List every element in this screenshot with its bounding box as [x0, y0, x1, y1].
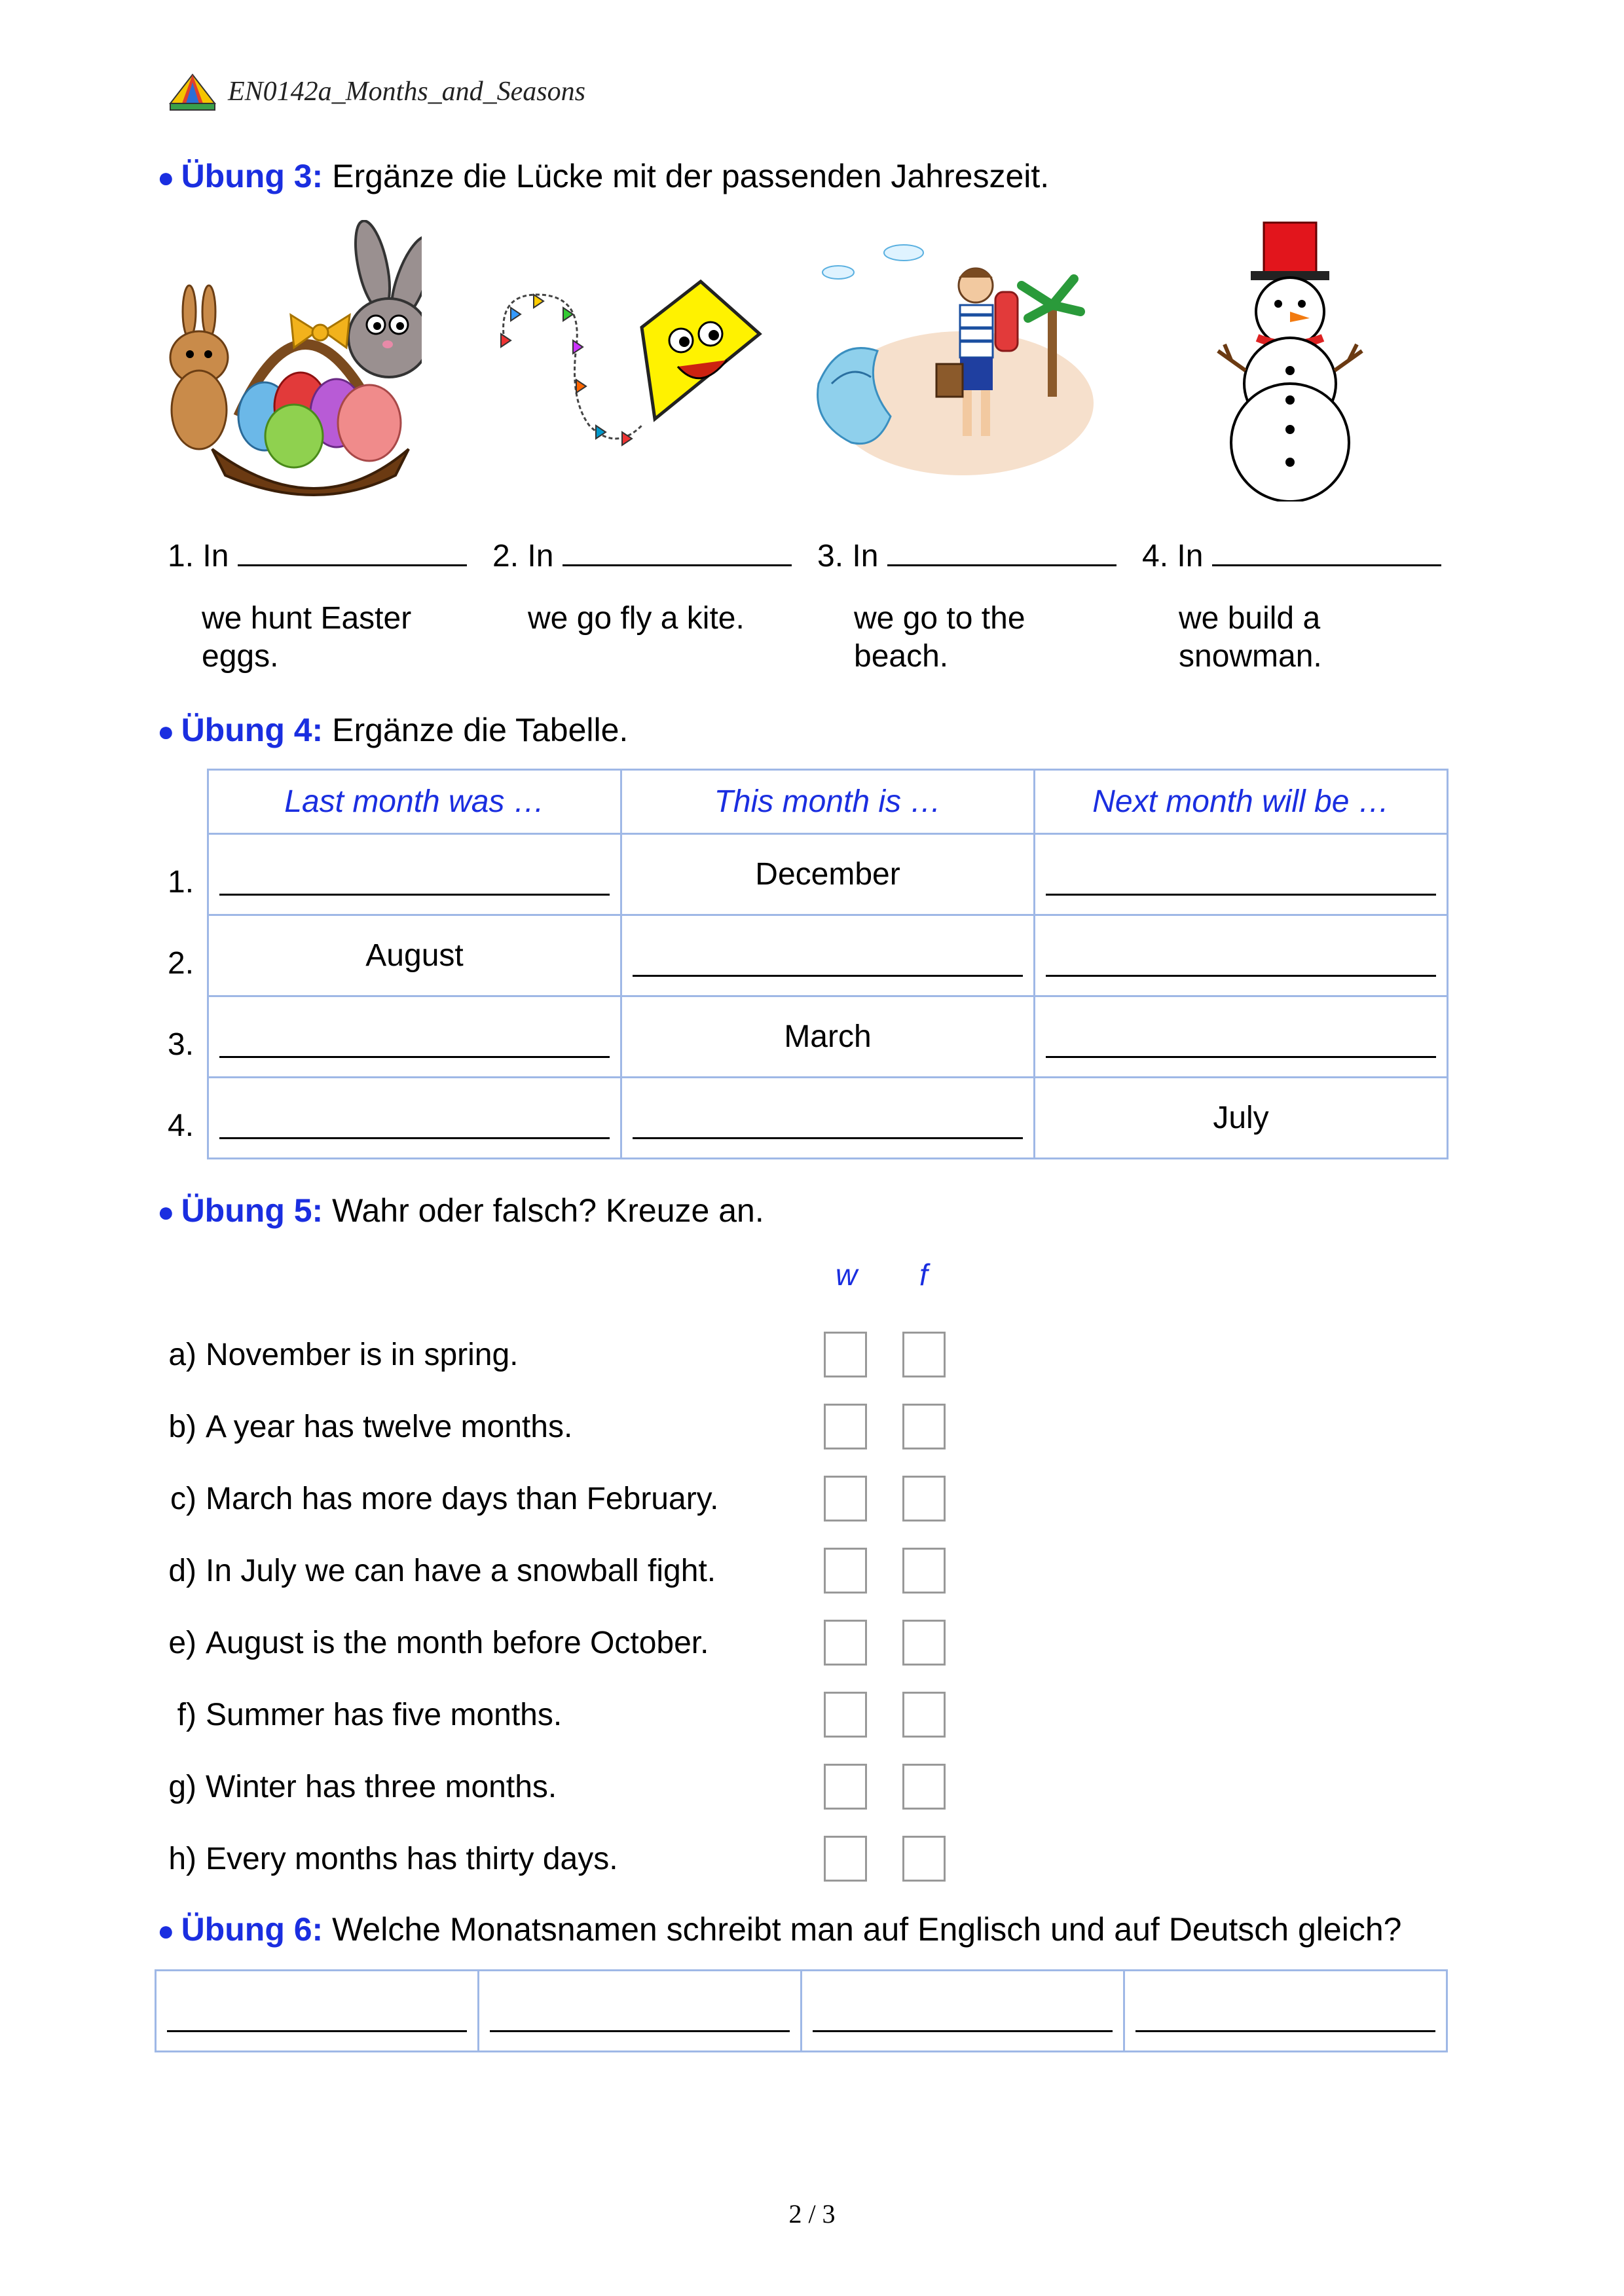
item-prefix: In — [527, 539, 554, 574]
table-row — [156, 1971, 1447, 2052]
answer-line — [1046, 975, 1436, 977]
answer-line — [633, 1137, 1023, 1139]
bullet-icon: ● — [157, 716, 175, 748]
statement — [155, 1625, 709, 1661]
false-checkbox[interactable] — [902, 1692, 946, 1738]
statement-text: March has more days than February. — [206, 1482, 719, 1516]
item-number: 1. — [168, 539, 194, 574]
answer-line — [219, 1137, 610, 1139]
item-prefix: In — [1177, 539, 1204, 574]
statement-text: In July we can have a snowball fight. — [206, 1554, 716, 1588]
month-names-table — [155, 1969, 1448, 2052]
true-checkbox[interactable] — [824, 1332, 867, 1377]
pyramid-logo-icon — [169, 73, 216, 111]
gap-item — [168, 538, 467, 574]
statement — [155, 1481, 718, 1517]
item-caption: we go to the beach. — [854, 601, 1025, 674]
exercise-label: Übung 6: — [181, 1911, 323, 1948]
answer-blank[interactable] — [238, 547, 467, 566]
gap-item — [817, 538, 1116, 574]
table-header-row — [208, 770, 1448, 834]
bullet-icon: ● — [157, 162, 175, 194]
item-number: 3. — [817, 539, 844, 574]
answer-line — [219, 1056, 610, 1058]
row-number: 2. — [168, 946, 194, 981]
true-checkbox[interactable] — [824, 1476, 867, 1522]
item-prefix: In — [202, 539, 229, 574]
statement-text: Summer has five months. — [206, 1698, 563, 1732]
statement — [155, 1769, 557, 1805]
statement — [155, 1409, 572, 1445]
statement-letter: c) — [170, 1482, 196, 1516]
false-checkbox[interactable] — [902, 1620, 946, 1666]
statement-letter: b) — [168, 1410, 196, 1444]
exercise-6-heading — [157, 1910, 1401, 1948]
exercise-label: Übung 3: — [181, 158, 323, 194]
answer-blank[interactable] — [563, 547, 792, 566]
exercise-3-heading — [157, 157, 1049, 195]
item-caption: we hunt Easter eggs. — [202, 601, 412, 674]
gap-item — [1142, 538, 1441, 574]
beach-tourist-icon — [812, 233, 1094, 482]
statement-letter: d) — [168, 1554, 196, 1588]
row-number: 1. — [168, 865, 194, 900]
exercise-instruction: Welche Monatsnamen schreibt man auf Englisch und auf Deutsch gleich? — [332, 1911, 1402, 1948]
answer-line — [813, 2030, 1113, 2032]
statement — [155, 1337, 519, 1373]
given-cell: March — [621, 996, 1035, 1078]
true-checkbox[interactable] — [824, 1404, 867, 1449]
answer-blank[interactable] — [1212, 547, 1441, 566]
statement-text: November is in spring. — [206, 1338, 519, 1372]
statement-text: A year has twelve months. — [206, 1410, 573, 1444]
exercise-instruction: Wahr oder falsch? Kreuze an. — [332, 1192, 764, 1229]
answer-cell[interactable] — [621, 915, 1035, 996]
answer-cell[interactable] — [208, 996, 621, 1078]
table-row — [208, 834, 1448, 915]
snowman-icon — [1211, 220, 1369, 501]
item-caption: we go fly a kite. — [528, 601, 745, 636]
easter-basket-bunnies-icon — [160, 220, 422, 501]
statement-text: Winter has three months. — [206, 1770, 557, 1804]
given-cell: December — [621, 834, 1035, 915]
statement — [155, 1553, 716, 1589]
answer-cell[interactable] — [621, 1078, 1035, 1159]
false-checkbox[interactable] — [902, 1764, 946, 1810]
exercise-5-heading — [157, 1192, 764, 1230]
true-column-label: w — [836, 1258, 858, 1292]
true-checkbox[interactable] — [824, 1548, 867, 1594]
row-number: 3. — [168, 1027, 194, 1062]
false-checkbox[interactable] — [902, 1836, 946, 1882]
false-checkbox[interactable] — [902, 1548, 946, 1594]
false-checkbox[interactable] — [902, 1404, 946, 1449]
answer-cell[interactable] — [1035, 915, 1448, 996]
kite-icon — [485, 268, 773, 452]
answer-line — [1046, 1056, 1436, 1058]
answer-cell[interactable] — [208, 834, 621, 915]
column-header: This month is … — [621, 770, 1035, 834]
item-prefix: In — [852, 539, 879, 574]
gap-item — [492, 538, 792, 574]
statement — [155, 1841, 618, 1877]
exercise-label: Übung 5: — [181, 1192, 323, 1229]
statement-letter: g) — [168, 1770, 196, 1804]
exercise-instruction: Ergänze die Tabelle. — [332, 712, 629, 748]
months-table — [207, 769, 1449, 1159]
answer-blank[interactable] — [887, 547, 1116, 566]
page-number: 2 / 3 — [788, 2199, 836, 2229]
false-checkbox[interactable] — [902, 1476, 946, 1522]
false-checkbox[interactable] — [902, 1332, 946, 1377]
document-title: EN0142a_Months_and_Seasons — [228, 77, 585, 107]
answer-line — [633, 975, 1023, 977]
statement-letter: a) — [168, 1338, 196, 1372]
item-number: 2. — [492, 539, 519, 574]
statement-letter: h) — [168, 1842, 196, 1876]
given-cell: July — [1035, 1078, 1448, 1159]
answer-cell[interactable] — [1124, 1971, 1447, 2052]
row-number: 4. — [168, 1108, 194, 1143]
bullet-icon: ● — [157, 1915, 175, 1947]
answer-cell[interactable] — [479, 1971, 802, 2052]
table-row — [208, 915, 1448, 996]
statement-letter: f) — [177, 1698, 196, 1732]
column-header: Last month was … — [208, 770, 621, 834]
answer-cell[interactable] — [1035, 834, 1448, 915]
table-row — [208, 1078, 1448, 1159]
true-checkbox[interactable] — [824, 1764, 867, 1810]
exercise-instruction: Ergänze die Lücke mit der passenden Jahreszeit. — [332, 158, 1050, 194]
exercise-label: Übung 4: — [181, 712, 323, 748]
bullet-icon: ● — [157, 1196, 175, 1228]
answer-cell[interactable] — [156, 1971, 479, 2052]
true-checkbox[interactable] — [824, 1620, 867, 1666]
exercise-4-heading — [157, 711, 628, 749]
false-column-label: f — [919, 1258, 928, 1292]
true-checkbox[interactable] — [824, 1836, 867, 1882]
answer-line — [167, 2030, 467, 2032]
table-row — [208, 996, 1448, 1078]
answer-cell[interactable] — [802, 1971, 1124, 2052]
answer-line — [219, 894, 610, 896]
answer-line — [1046, 894, 1436, 896]
statement — [155, 1697, 562, 1733]
given-cell: August — [208, 915, 621, 996]
answer-cell[interactable] — [208, 1078, 621, 1159]
answer-line — [490, 2030, 790, 2032]
statement-letter: e) — [168, 1626, 196, 1660]
answer-line — [1135, 2030, 1435, 2032]
statement-text: Every months has thirty days. — [206, 1842, 618, 1876]
column-header: Next month will be … — [1035, 770, 1448, 834]
true-checkbox[interactable] — [824, 1692, 867, 1738]
item-caption: we build a snowman. — [1179, 601, 1322, 674]
item-number: 4. — [1142, 539, 1169, 574]
statement-text: August is the month before October. — [206, 1626, 709, 1660]
answer-cell[interactable] — [1035, 996, 1448, 1078]
